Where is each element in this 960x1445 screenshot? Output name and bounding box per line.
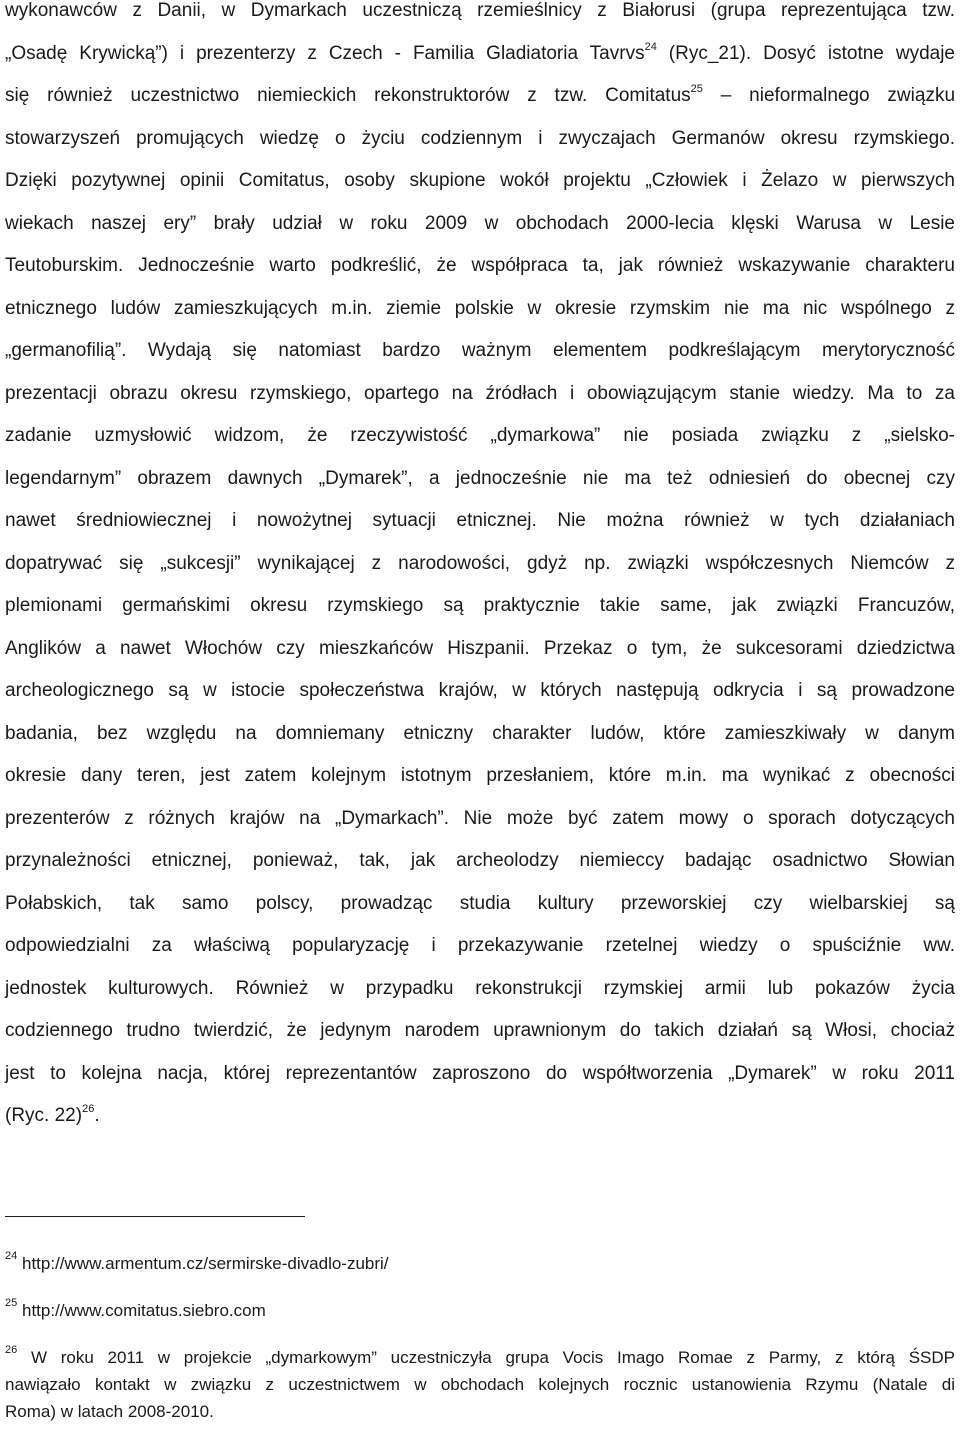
footnote-number: 26 [5,1344,18,1356]
text-line: Teutoburskim. Jednocześnie warto podkreślić, że współpraca ta, jak również wskazywanie charakteru [5,255,955,276]
footnote-line: nawiązało kontakt w związku z uczestnictwem w obchodach kolejnych rocznic ustanowienia Rzymu (Natale di [5,1375,955,1394]
text-line: się również uczestnictwo niemieckich rekonstruktorów z tzw. Comitatus$^{25}$ – nieformalnego związku [5,83,956,106]
footnote-link[interactable]: http://www.armentum.cz/sermirske-divadlo-zubri/ [21,1254,389,1273]
footnote-25 [5,1297,955,1324]
text-line: badania, bez względu na domniemany etniczny charakter ludów, które zamieszkiwały w danym [5,722,955,744]
text-line: okresie dany teren, jest zatem kolejnym istotnym przesłaniem, które m.in. ma wynikać z obecności [5,765,955,786]
footnote-line: $^{26}$ W roku 2011 w projekcie „dymarkowym” uczestniczyła grupa Vocis Imago Romae z Parmy, z którą ŚSDP [5,1344,955,1367]
text-line: odpowiedzialni za właściwą popularyzację i przekazywanie rzetelnej wiedzy o spuściźnie ww. [5,935,955,956]
text-line: przynależności etnicznej, ponieważ, tak, jak archeolodzy niemieccy badając osadnictwo Słowian [5,850,955,871]
footnote-ref-25[interactable]: 25 [690,83,703,95]
text-line: zadanie uzmysłowić widzom, że rzeczywistość „dymarkowa” nie posiada związku z „sielsko- [5,425,955,446]
text-line: „germanofilią”. Wydają się natomiast bardzo ważnym elementem podkreślającym merytoryczność [5,340,955,361]
text-line: stowarzyszeń promujących wiedzę o życiu codziennym i zwyczajach Germanów okresu rzymskiego. [5,127,955,149]
text-line: (Ryc. 22)$^{26}$. [5,1103,100,1126]
text-line: archeologicznego są w istocie społeczeństwa krajów, w których następują odkrycia i są prowadzone [5,680,955,701]
text-line: jednostek kulturowych. Również w przypadku rekonstrukcji rzymskiej armii lub pokazów życia [5,977,955,999]
text-line: wiekach naszej ery” brały udział w roku 2009 w obchodach 2000-lecia klęski Warusa w Lesie [5,212,955,234]
footnote-line: Roma) w latach 2008-2010. [5,1402,214,1421]
text-line: prezentacji obrazu okresu rzymskiego, opartego na źródłach i obowiązującym stanie wiedzy. Ma to za [5,382,955,404]
text-line: jest to kolejna nacja, której reprezentantów zaproszono do współtworzenia „Dymarek” w roku 2011 [5,1062,955,1084]
text-line: nawet średniowiecznej i nowożytnej sytuacji etnicznej. Nie można również w tych działaniach [5,510,955,531]
text-line: legendarnym” obrazem dawnych „Dymarek”, a jednocześnie nie ma też odniesień do obecnej czy [5,467,955,489]
footnote-separator [5,1216,305,1217]
text-line: „Osadę Krywicką”) i prezenterzy z Czech - Familia Gladiatoria Tavrvs$^{24}$ (Ryc_21). Dosyć istotne wydaje [5,40,955,64]
text-line: Dzięki pozytywnej opinii Comitatus, osoby skupione wokół projektu „Człowiek i Żelazo w pierwszych [5,170,955,191]
footnote-link[interactable]: http://www.comitatus.siebro.com [21,1301,266,1320]
text-line: wykonawców z Danii, w Dymarkach uczestniczą rzemieślnicy z Białorusi (grupa reprezentująca tzw. [5,0,955,21]
text-line: plemionami germańskimi okresu rzymskiego są praktycznie takie same, jak związki Francuzów, [5,595,955,616]
text-line: etnicznego ludów zamieszkujących m.in. ziemie polskie w okresie rzymskim nie ma nic wspólnego z [5,297,955,319]
footnote-24 [5,1250,955,1277]
main-paragraph [5,0,955,1138]
footnote-ref-26[interactable]: 26 [82,1103,95,1115]
footnote-number: 24 [5,1250,18,1262]
footnotes-section [5,1250,955,1445]
footnote-ref-24[interactable]: 24 [644,40,657,53]
text-line: Anglików a nawet Włochów czy mieszkańców Hiszpanii. Przekaz o tym, że sukcesorami dziedzictwa [5,637,955,659]
text-line: prezenterów z różnych krajów na „Dymarkach”. Nie może być zatem mowy o sporach dotyczących [5,807,955,829]
text-line: dopatrywać się „sukcesji” wynikającej z narodowości, gdyż np. związki współczesnych Niemców z [5,552,955,574]
text-line: codziennego trudno twierdzić, że jedynym narodem uprawnionym do takich działań są Włosi, chociaż [5,1020,955,1041]
footnote-26 [5,1344,955,1425]
footnote-number: 25 [5,1297,18,1309]
text-line: Połabskich, tak samo polscy, prowadząc studia kultury przeworskiej czy wielbarskiej są [5,892,955,914]
